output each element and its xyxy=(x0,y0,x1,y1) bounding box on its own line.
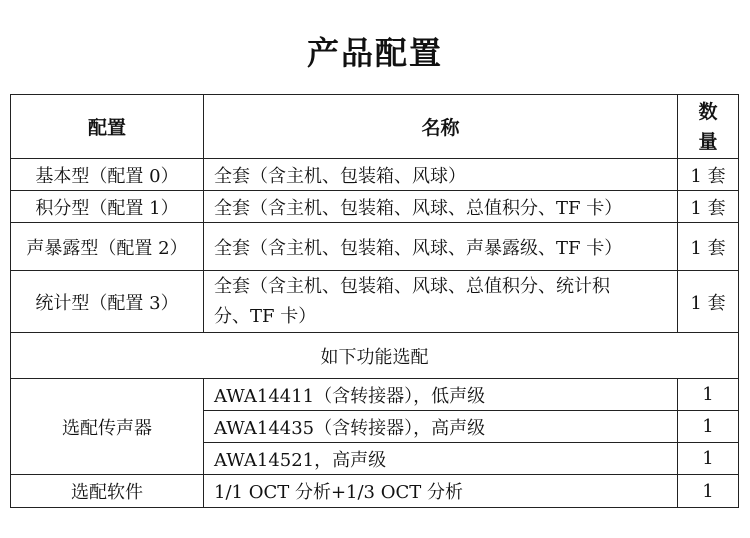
header-quantity-line2: 量 xyxy=(698,130,718,153)
quantity-cell: 1 套 xyxy=(678,191,739,223)
table-row xyxy=(11,475,739,508)
config-cell: 积分型（配置 1） xyxy=(11,191,204,223)
config-cell: 统计型（配置 3） xyxy=(11,271,204,333)
config-cell: 声暴露型（配置 2） xyxy=(11,223,204,271)
name-cell: 全套（含主机、包装箱、风球） xyxy=(204,159,678,191)
name-cell: 全套（含主机、包装箱、风球、总值积分、TF 卡） xyxy=(204,191,678,223)
optional-group-label: 选配软件 xyxy=(11,475,204,508)
optional-section-header: 如下功能选配 xyxy=(11,333,739,379)
table-header-row xyxy=(11,95,739,159)
quantity-cell: 1 xyxy=(678,411,739,443)
quantity-cell: 1 xyxy=(678,379,739,411)
name-cell: 1/1 OCT 分析+1/3 OCT 分析 xyxy=(204,475,678,508)
table-row xyxy=(11,159,739,191)
quantity-cell: 1 套 xyxy=(678,223,739,271)
name-cell-line2: 分、TF 卡） xyxy=(214,305,317,327)
optional-group-label: 选配传声器 xyxy=(11,379,204,475)
name-cell: 全套（含主机、包装箱、风球、声暴露级、TF 卡） xyxy=(204,223,678,271)
name-cell-line1: 全套（含主机、包装箱、风球、总值积分、统计积 xyxy=(214,275,610,297)
quantity-cell: 1 套 xyxy=(678,271,739,333)
table-row xyxy=(11,271,739,333)
header-quantity xyxy=(678,95,739,159)
header-quantity-line1: 数 xyxy=(698,100,718,123)
page-title: 产品配置 xyxy=(306,34,443,72)
header-name: 名称 xyxy=(204,95,678,159)
name-cell: AWA14521，高声级 xyxy=(204,443,678,475)
product-config-table xyxy=(10,94,739,508)
quantity-cell: 1 xyxy=(678,475,739,508)
table-row xyxy=(11,379,739,411)
optional-section-row xyxy=(11,333,739,379)
name-cell: AWA14435（含转接器），高声级 xyxy=(204,411,678,443)
name-cell xyxy=(204,271,678,333)
config-cell: 基本型（配置 0） xyxy=(11,159,204,191)
table-row xyxy=(11,223,739,271)
header-config: 配置 xyxy=(11,95,204,159)
name-cell: AWA14411（含转接器），低声级 xyxy=(204,379,678,411)
quantity-cell: 1 套 xyxy=(678,159,739,191)
table-row xyxy=(11,191,739,223)
quantity-cell: 1 xyxy=(678,443,739,475)
